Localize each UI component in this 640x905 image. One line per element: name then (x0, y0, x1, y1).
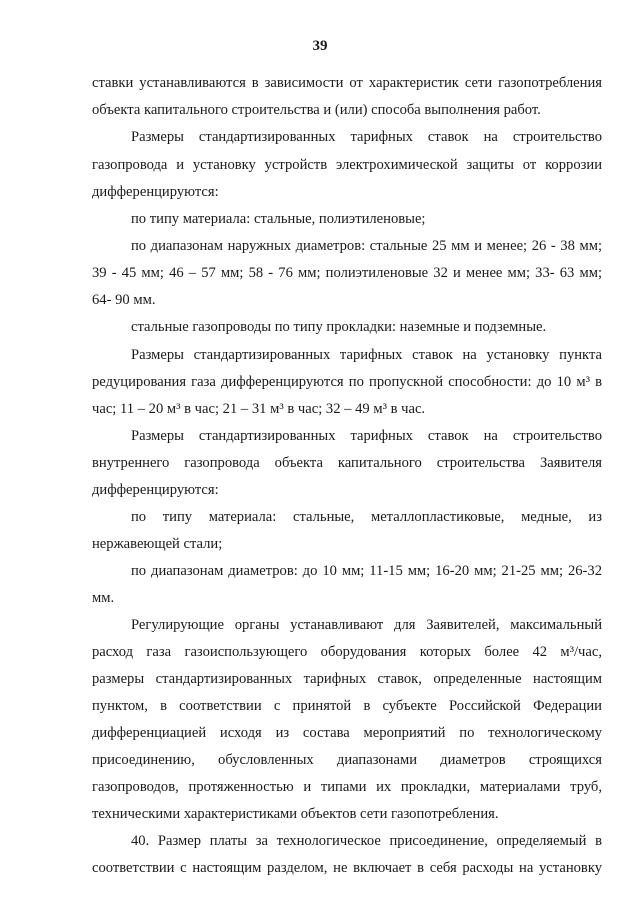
text-line: по типу материала: стальные, металлопластиковые, медные, из (131, 509, 602, 525)
text-line: Размеры стандартизированных тарифных ставок на строительство (131, 428, 602, 444)
text-line: стальные газопроводы по типу прокладки: наземные и подземные. (131, 319, 547, 335)
text-line: дифференцируются: (92, 184, 219, 200)
text-line: редуцирования газа дифференцируются по пропускной способности: до 10 м³ в (92, 374, 602, 390)
text-line: ставки устанавливаются в зависимости от характеристик сети газопотребления (92, 75, 602, 91)
text-line: нержавеющей стали; (92, 536, 223, 552)
text-line: мм. (92, 590, 115, 606)
text-line: по типу материала: стальные, полиэтиленовые; (131, 211, 426, 227)
text-line: внутреннего газопровода объекта капитального строительства Заявителя (92, 455, 602, 471)
text-line: час; 11 – 20 м³ в час; 21 – 31 м³ в час; 32 – 49 м³ в час. (92, 401, 426, 417)
text-line: 39 - 45 мм; 46 – 57 мм; 58 - 76 мм; полиэтиленовые 32 и менее мм; 33- 63 мм; (92, 265, 602, 281)
text-line: присоединению, обусловленных диапазонами диаметров строящихся (92, 752, 602, 768)
text-line: объекта капитального строительства и (или) способа выполнения работ. (92, 102, 541, 118)
text-line: газопровода и установку устройств электрохимической защиты от коррозии (92, 157, 602, 173)
text-line: размеры стандартизированных тарифных ставок, определенные настоящим (92, 671, 602, 687)
page-number: 39 (312, 38, 328, 54)
text-line: техническими характеристиками объектов сети газопотребления. (92, 806, 499, 822)
text-line: по диапазонам диаметров: до 10 мм; 11-15 мм; 16-20 мм; 21-25 мм; 26-32 (131, 563, 602, 579)
text-line: газопроводов, протяженностью и типами их прокладки, материалами труб, (92, 779, 602, 795)
text-line: Размеры стандартизированных тарифных ставок на строительство (131, 129, 602, 145)
text-line: дифференцируются: (92, 482, 219, 498)
text-line: 64- 90 мм. (92, 292, 156, 308)
text-line: Регулирующие органы устанавливают для Заявителей, максимальный (131, 617, 602, 633)
text-line: по диапазонам наружных диаметров: стальные 25 мм и менее; 26 - 38 мм; (131, 238, 602, 254)
text-line: расход газа газоиспользующего оборудования которых более 42 м³/час, (92, 644, 602, 660)
text-line: пунктом, в соответствии с принятой в субъекте Российской Федерации (92, 698, 602, 714)
text-line: 40. Размер платы за технологическое присоединение, определяемый в (131, 833, 602, 849)
text-line: соответствии с настоящим разделом, не включает в себя расходы на установку (92, 860, 602, 876)
text-line: Размеры стандартизированных тарифных ставок на установку пункта (131, 347, 602, 363)
text-line: дифференциацией исходя из состава мероприятий по технологическому (92, 725, 602, 741)
